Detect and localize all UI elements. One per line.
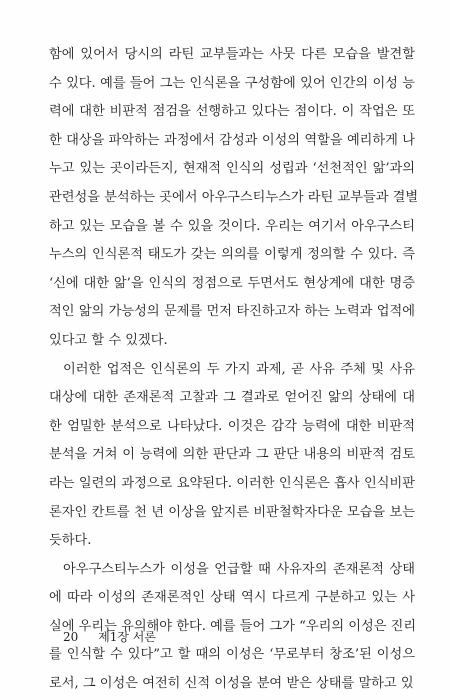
text-line: 관련성을 분석하는 곳에서 아우구스티누스가 라틴 교부들과 결별 <box>49 189 419 205</box>
text-line: ‘신에 대한 앎’을 인식의 정점으로 두면서도 현상계에 대한 명증 <box>49 275 415 291</box>
text-line: 한 엄밀한 분석으로 나타났다. 이것은 감각 능력에 대한 비판적 <box>49 418 415 434</box>
text-line: 하고 있는 모습을 볼 수 있을 것이다. 우리는 여기서 아우구스티 <box>49 218 415 234</box>
text-line: 듯하다. <box>49 533 92 549</box>
text-line: 한 대상을 파악하는 과정에서 감성과 이성의 역할을 예리하게 나 <box>49 132 415 148</box>
page-footer <box>63 628 156 645</box>
text-line: 이러한 업적은 인식론의 두 가지 과제, 곧 사유 주체 및 사유 <box>63 361 415 377</box>
text-line: 로서, 그 이성은 여전히 신적 이성을 분여 받은 상태를 말하고 있 <box>49 676 414 692</box>
text-line: 있다고 할 수 있겠다. <box>49 332 168 348</box>
text-line: 수 있다. 예를 들어 그는 인식론을 구성함에 있어 인간의 이성 능 <box>49 75 415 91</box>
text-line: 에 따라 이성의 존재론적인 상태 역시 다르게 구분하고 있는 사 <box>49 590 415 606</box>
paragraph <box>49 41 419 356</box>
text-line: 아우구스티누스가 이성을 언급할 때 사유자의 존재론적 상태 <box>63 561 415 577</box>
text-line: 를 인식할 수 있다”고 할 때의 이성은 ‘무로부터 창조’된 이성으 <box>49 647 415 663</box>
text-line: 력에 대한 비판적 점검을 선행하고 있다는 점이다. 이 작업은 또 <box>49 104 415 120</box>
page-number: 20 <box>63 630 79 644</box>
text-line: 대상에 대한 존재론적 고찰과 그 결과로 얻어진 앎의 상태에 대 <box>49 390 415 406</box>
text-line: 론자인 칸트를 천 년 이상을 앞지른 비판철학자다운 모습을 보는 <box>49 504 415 520</box>
text-line: 누고 있는 곳이라든지, 현재적 인식의 성립과 ‘선천적인 앎’과의 <box>49 161 415 177</box>
text-line: 함에 있어서 당시의 라틴 교부들과는 사뭇 다른 모습을 발견할 <box>49 47 415 62</box>
body-text <box>49 41 419 699</box>
running-chapter-title: 제1장 서론 <box>98 630 156 644</box>
text-line: 누스의 인식론적 태도가 갖는 의의를 이렇게 정의할 수 있다. 즉 <box>49 247 415 263</box>
text-line: 적인 앎의 가능성의 문제를 먼저 타진하고자 하는 노력과 업적에 <box>49 304 415 320</box>
paragraph <box>49 356 415 556</box>
text-line: 라는 일련의 과정으로 요약된다. 이러한 인식론은 흡사 인식비판 <box>49 475 415 491</box>
text-line: 분석을 거쳐 이 능력에 의한 판단과 그 판단 내용의 비판적 검토 <box>49 447 415 463</box>
text-line: 실에 우리는 유의해야 한다. 예를 들어 그가 “우리의 이성은 진리 <box>49 618 417 634</box>
